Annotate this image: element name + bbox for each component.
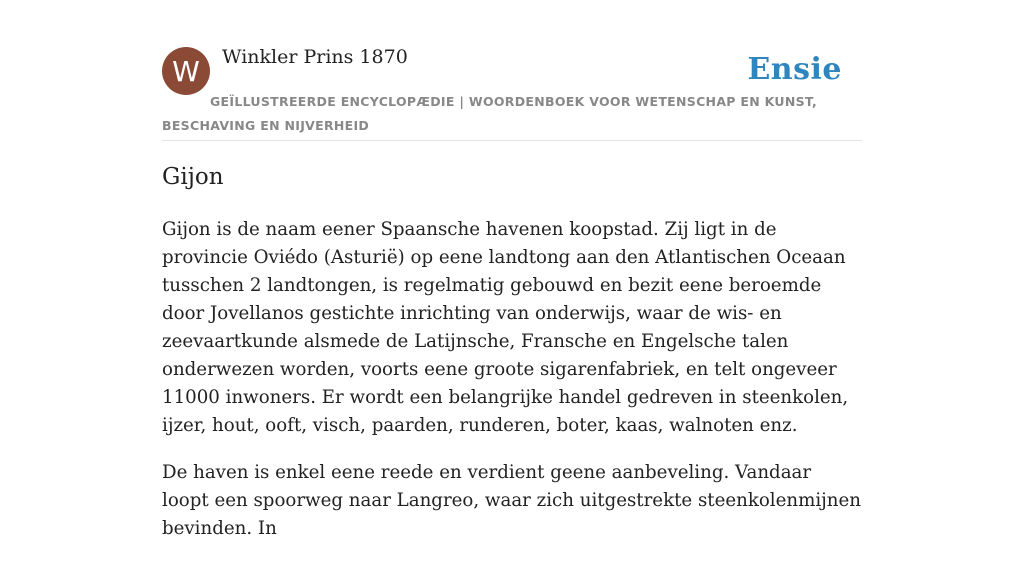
article-paragraph: Gijon is de naam eener Spaansche havenen koopstad. Zij ligt in de provincie Oviédo (Asturië) op eene landtong aan den Atlantischen Oceaan tusschen 2 landtongen, is regelmatig gebouwd en bezit eene beroemde door Jovellanos gestichte inrichting van onderwijs, waar de wis- en zeevaartkunde alsmede de Latijnsche, Fransche en Engelsche talen onderwezen worden, voorts eene groote sigarenfabriek, en telt ongeveer 11000 inwoners. Er wordt een belangrijke handel gedreven in steenkolen, ijzer, hout, ooft, visch, paarden, runderen, boter, kaas, walnoten enz. (162, 219, 849, 436)
source-subtitle: GEÏLLUSTREERDE ENCYCLOPÆDIE | WOORDENBOEK VOOR WETENSCHAP EN KUNST, BESCHAVING EN NIJVERHEID (162, 94, 818, 133)
source-title-link[interactable]: Winkler Prins 1870 (222, 46, 408, 68)
article-header (162, 0, 862, 141)
page-container (162, 0, 862, 539)
article-paragraph: De haven is enkel eene reede en verdient geene aanbeveling. Vandaar loopt een spoorweg naar Langreo, waar zich uitgestrekte steenkolenmijnen bevinden. In (162, 462, 861, 539)
article-body (162, 216, 862, 562)
source-avatar[interactable]: W (162, 47, 210, 95)
article-title: Gijon (162, 164, 224, 190)
ensie-logo[interactable]: Ensie (747, 52, 842, 87)
